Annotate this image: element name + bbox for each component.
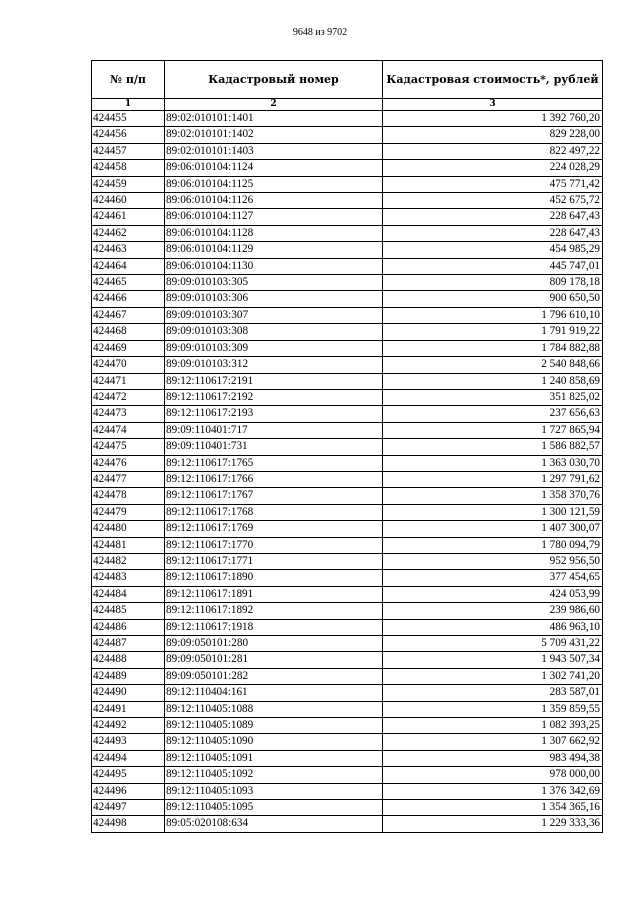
cadastral-value-cell: 1 354 365,16 [383, 800, 603, 816]
cadastral-number-cell: 89:06:010104:1126 [165, 193, 383, 209]
cadastral-value-cell: 1 082 393,25 [383, 718, 603, 734]
table-row [92, 504, 603, 520]
row-index-cell: 424460 [92, 193, 165, 209]
table-row [92, 521, 603, 537]
table-row [92, 586, 603, 602]
cadastral-number-cell: 89:09:050101:280 [165, 636, 383, 652]
row-index-cell: 424483 [92, 570, 165, 586]
column-number-3: 3 [383, 99, 603, 111]
cadastral-value-cell: 424 053,99 [383, 586, 603, 602]
table-row [92, 685, 603, 701]
cadastral-value-cell: 983 494,38 [383, 750, 603, 766]
page-number-label: 9648 из 9702 [292, 27, 348, 38]
cadastral-value-cell: 224 028,29 [383, 160, 603, 176]
table-row [92, 619, 603, 635]
cadastral-value-cell: 454 985,29 [383, 242, 603, 258]
table-row [92, 143, 603, 159]
row-index-cell: 424455 [92, 111, 165, 127]
table-row [92, 570, 603, 586]
cadastral-value-cell: 829 228,00 [383, 127, 603, 143]
table-row [92, 275, 603, 291]
cadastral-value-cell: 1 363 030,70 [383, 455, 603, 471]
table-body [92, 111, 603, 833]
cadastral-value-cell: 1 240 858,69 [383, 373, 603, 389]
table-row [92, 127, 603, 143]
cadastral-number-cell: 89:12:110405:1089 [165, 718, 383, 734]
cadastral-number-cell: 89:12:110404:161 [165, 685, 383, 701]
table-row [92, 439, 603, 455]
cadastral-number-cell: 89:09:010103:307 [165, 307, 383, 323]
cadastral-value-cell: 1 943 507,34 [383, 652, 603, 668]
cadastral-value-cell: 809 178,18 [383, 275, 603, 291]
cadastral-value-cell: 1 392 760,20 [383, 111, 603, 127]
cadastral-value-table [91, 60, 603, 833]
cadastral-number-cell: 89:12:110405:1090 [165, 734, 383, 750]
cadastral-value-cell: 1 784 882,88 [383, 340, 603, 356]
cadastral-value-cell: 978 000,00 [383, 767, 603, 783]
table-row [92, 783, 603, 799]
row-index-cell: 424469 [92, 340, 165, 356]
table-row [92, 209, 603, 225]
row-index-cell: 424456 [92, 127, 165, 143]
cadastral-number-cell: 89:12:110617:1892 [165, 603, 383, 619]
row-index-cell: 424495 [92, 767, 165, 783]
row-index-cell: 424493 [92, 734, 165, 750]
row-index-cell: 424492 [92, 718, 165, 734]
cadastral-value-cell: 2 540 848,66 [383, 357, 603, 373]
cadastral-value-cell: 237 656,63 [383, 406, 603, 422]
row-index-cell: 424474 [92, 422, 165, 438]
cadastral-value-cell: 228 647,43 [383, 209, 603, 225]
table-row [92, 111, 603, 127]
row-index-cell: 424488 [92, 652, 165, 668]
row-index-cell: 424486 [92, 619, 165, 635]
table-row [92, 193, 603, 209]
cadastral-value-cell: 1 796 610,10 [383, 307, 603, 323]
cadastral-number-cell: 89:12:110617:1771 [165, 553, 383, 569]
column-header-cadastral-number: Кадастровый номер [165, 61, 383, 99]
table-row [92, 701, 603, 717]
table-row [92, 668, 603, 684]
cadastral-value-cell: 952 956,50 [383, 553, 603, 569]
row-index-cell: 424478 [92, 488, 165, 504]
row-index-cell: 424466 [92, 291, 165, 307]
cadastral-number-cell: 89:06:010104:1129 [165, 242, 383, 258]
row-index-cell: 424482 [92, 553, 165, 569]
row-index-cell: 424497 [92, 800, 165, 816]
cadastral-number-cell: 89:09:010103:308 [165, 324, 383, 340]
cadastral-number-cell: 89:05:020108:634 [165, 816, 383, 832]
cadastral-number-cell: 89:12:110617:1918 [165, 619, 383, 635]
cadastral-number-cell: 89:06:010104:1124 [165, 160, 383, 176]
cadastral-number-cell: 89:09:110401:731 [165, 439, 383, 455]
table-row [92, 553, 603, 569]
cadastral-value-cell: 452 675,72 [383, 193, 603, 209]
table-row [92, 652, 603, 668]
cadastral-number-cell: 89:09:110401:717 [165, 422, 383, 438]
cadastral-value-cell: 1 780 094,79 [383, 537, 603, 553]
row-index-cell: 424465 [92, 275, 165, 291]
column-number-1: 1 [92, 99, 165, 111]
cadastral-number-cell: 89:06:010104:1125 [165, 176, 383, 192]
cadastral-number-cell: 89:06:010104:1127 [165, 209, 383, 225]
row-index-cell: 424484 [92, 586, 165, 602]
table-row [92, 258, 603, 274]
cadastral-value-cell: 486 963,10 [383, 619, 603, 635]
cadastral-number-cell: 89:06:010104:1128 [165, 225, 383, 241]
cadastral-number-cell: 89:12:110617:1769 [165, 521, 383, 537]
cadastral-value-cell: 1 727 865,94 [383, 422, 603, 438]
table-row [92, 373, 603, 389]
table-row [92, 537, 603, 553]
cadastral-value-cell: 475 771,42 [383, 176, 603, 192]
cadastral-number-cell: 89:12:110405:1091 [165, 750, 383, 766]
row-index-cell: 424470 [92, 357, 165, 373]
row-index-cell: 424475 [92, 439, 165, 455]
cadastral-value-cell: 1 300 121,59 [383, 504, 603, 520]
cadastral-number-cell: 89:09:050101:281 [165, 652, 383, 668]
cadastral-number-cell: 89:12:110617:2193 [165, 406, 383, 422]
cadastral-value-cell: 228 647,43 [383, 225, 603, 241]
cadastral-number-cell: 89:12:110405:1088 [165, 701, 383, 717]
cadastral-number-cell: 89:09:010103:312 [165, 357, 383, 373]
row-index-cell: 424476 [92, 455, 165, 471]
row-index-cell: 424467 [92, 307, 165, 323]
row-index-cell: 424457 [92, 143, 165, 159]
cadastral-value-cell: 239 986,60 [383, 603, 603, 619]
row-index-cell: 424485 [92, 603, 165, 619]
column-number-2: 2 [165, 99, 383, 111]
row-index-cell: 424480 [92, 521, 165, 537]
cadastral-number-cell: 89:12:110617:2192 [165, 389, 383, 405]
cadastral-number-cell: 89:12:110617:1765 [165, 455, 383, 471]
row-index-cell: 424498 [92, 816, 165, 832]
table-row [92, 636, 603, 652]
table-row [92, 291, 603, 307]
row-index-cell: 424468 [92, 324, 165, 340]
column-header-index: № п/п [92, 61, 165, 99]
table-row [92, 603, 603, 619]
row-index-cell: 424487 [92, 636, 165, 652]
cadastral-number-cell: 89:06:010104:1130 [165, 258, 383, 274]
cadastral-value-cell: 1 376 342,69 [383, 783, 603, 799]
row-index-cell: 424459 [92, 176, 165, 192]
cadastral-value-cell: 1 407 300,07 [383, 521, 603, 537]
table-row [92, 242, 603, 258]
table-row [92, 176, 603, 192]
cadastral-number-cell: 89:02:010101:1402 [165, 127, 383, 143]
row-index-cell: 424489 [92, 668, 165, 684]
table-row [92, 324, 603, 340]
row-index-cell: 424472 [92, 389, 165, 405]
table-row [92, 734, 603, 750]
row-index-cell: 424461 [92, 209, 165, 225]
table-row [92, 389, 603, 405]
table-row [92, 357, 603, 373]
row-index-cell: 424479 [92, 504, 165, 520]
cadastral-value-cell: 1 359 859,55 [383, 701, 603, 717]
cadastral-value-cell: 1 358 370,76 [383, 488, 603, 504]
cadastral-number-cell: 89:12:110617:1766 [165, 471, 383, 487]
cadastral-number-cell: 89:09:010103:305 [165, 275, 383, 291]
column-header-cadastral-value: Кадастровая стоимость*, рублей [383, 61, 603, 99]
table-row [92, 225, 603, 241]
table-row [92, 422, 603, 438]
table-row [92, 816, 603, 832]
cadastral-number-cell: 89:12:110617:1767 [165, 488, 383, 504]
cadastral-number-cell: 89:12:110405:1092 [165, 767, 383, 783]
row-index-cell: 424458 [92, 160, 165, 176]
cadastral-number-cell: 89:12:110617:1768 [165, 504, 383, 520]
cadastral-value-cell: 5 709 431,22 [383, 636, 603, 652]
table-row [92, 471, 603, 487]
cadastral-number-cell: 89:09:010103:306 [165, 291, 383, 307]
cadastral-value-cell: 822 497,22 [383, 143, 603, 159]
row-index-cell: 424473 [92, 406, 165, 422]
cadastral-value-cell: 1 302 741,20 [383, 668, 603, 684]
table-row [92, 160, 603, 176]
cadastral-value-cell: 900 650,50 [383, 291, 603, 307]
cadastral-value-cell: 1 297 791,62 [383, 471, 603, 487]
cadastral-value-cell: 1 307 662,92 [383, 734, 603, 750]
row-index-cell: 424463 [92, 242, 165, 258]
cadastral-number-cell: 89:09:010103:309 [165, 340, 383, 356]
cadastral-number-cell: 89:12:110617:2191 [165, 373, 383, 389]
table-row [92, 307, 603, 323]
cadastral-value-cell: 283 587,01 [383, 685, 603, 701]
row-index-cell: 424477 [92, 471, 165, 487]
cadastral-number-cell: 89:12:110405:1095 [165, 800, 383, 816]
row-index-cell: 424481 [92, 537, 165, 553]
cadastral-value-cell: 445 747,01 [383, 258, 603, 274]
row-index-cell: 424462 [92, 225, 165, 241]
table-row [92, 800, 603, 816]
cadastral-value-cell: 1 229 333,36 [383, 816, 603, 832]
row-index-cell: 424491 [92, 701, 165, 717]
cadastral-value-cell: 351 825,02 [383, 389, 603, 405]
cadastral-number-cell: 89:12:110617:1891 [165, 586, 383, 602]
cadastral-value-cell: 377 454,65 [383, 570, 603, 586]
cadastral-number-cell: 89:09:050101:282 [165, 668, 383, 684]
table-row [92, 406, 603, 422]
table-row [92, 767, 603, 783]
cadastral-number-cell: 89:02:010101:1403 [165, 143, 383, 159]
row-index-cell: 424490 [92, 685, 165, 701]
row-index-cell: 424496 [92, 783, 165, 799]
table-row [92, 718, 603, 734]
table-row [92, 455, 603, 471]
cadastral-value-cell: 1 586 882,57 [383, 439, 603, 455]
table-row [92, 340, 603, 356]
cadastral-number-cell: 89:12:110405:1093 [165, 783, 383, 799]
cadastral-value-cell: 1 791 919,22 [383, 324, 603, 340]
row-index-cell: 424471 [92, 373, 165, 389]
cadastral-number-cell: 89:12:110617:1770 [165, 537, 383, 553]
cadastral-number-cell: 89:02:010101:1401 [165, 111, 383, 127]
table-row [92, 488, 603, 504]
row-index-cell: 424494 [92, 750, 165, 766]
row-index-cell: 424464 [92, 258, 165, 274]
cadastral-number-cell: 89:12:110617:1890 [165, 570, 383, 586]
table-row [92, 750, 603, 766]
